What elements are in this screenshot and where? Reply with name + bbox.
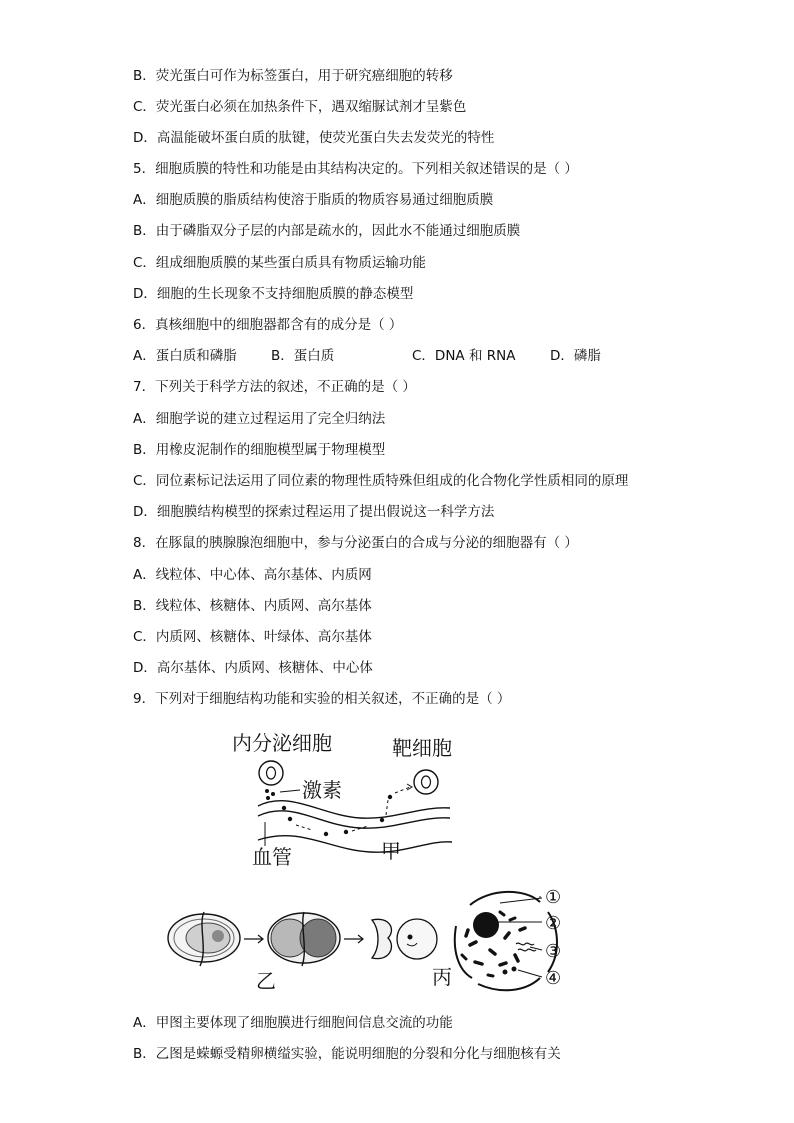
q5-stem: 5．细胞质膜的特性和功能是由其结构决定的。下列相关叙述错误的是（ ） xyxy=(133,161,578,177)
figure-bing xyxy=(432,887,561,990)
target-cell-icon xyxy=(414,770,438,794)
q4-option-b: B．荧光蛋白可作为标签蛋白，用于研究癌细胞的转移 xyxy=(133,68,453,84)
q9-option-b: B．乙图是蝾螈受精卵横缢实验，能说明细胞的分裂和分化与细胞核有关 xyxy=(133,1046,561,1062)
target-cell-label: 靶细胞 xyxy=(392,736,452,760)
blood-vessel-label: 血管 xyxy=(252,845,292,869)
q9-option-a: A．甲图主要体现了细胞膜进行细胞间信息交流的功能 xyxy=(133,1015,453,1031)
figure-label-yi: 乙 xyxy=(256,969,276,993)
q8-stem: 8．在豚鼠的胰腺腺泡细胞中，参与分泌蛋白的合成与分泌的细胞器有（ ） xyxy=(133,535,578,551)
fertilized-egg-icon xyxy=(168,912,240,966)
q8-option-b: B．线粒体、核糖体、内质网、高尔基体 xyxy=(133,598,372,614)
q6-option-c: C．DNA 和 RNA xyxy=(412,348,516,364)
q8-option-a: A．线粒体、中心体、高尔基体、内质网 xyxy=(133,567,372,583)
q7-option-b: B．用橡皮泥制作的细胞模型属于物理模型 xyxy=(133,442,386,458)
q4-option-d: D．高温能破坏蛋白质的肽键，使荧光蛋白失去发荧光的特性 xyxy=(133,130,495,146)
divided-halves-icon xyxy=(372,919,437,959)
q6-option-a: A．蛋白质和磷脂 xyxy=(133,348,237,364)
q9-stem: 9．下列对于细胞结构功能和实验的相关叙述，不正确的是（ ） xyxy=(133,691,511,707)
nucleus-icon xyxy=(455,892,557,990)
part-4-label: ④ xyxy=(545,968,562,989)
q7-option-d: D．细胞膜结构模型的探索过程运用了提出假说这一科学方法 xyxy=(133,504,495,520)
q5-option-c: C．组成细胞质膜的某些蛋白质具有物质运输功能 xyxy=(133,255,426,271)
q4-option-c: C．荧光蛋白必须在加热条件下，遇双缩脲试剂才呈紫色 xyxy=(133,99,467,115)
q5-option-d: D．细胞的生长现象不支持细胞质膜的静态模型 xyxy=(133,286,414,302)
q8-option-c: C．内质网、核糖体、叶绿体、高尔基体 xyxy=(133,629,372,645)
q6-stem: 6．真核细胞中的细胞器都含有的成分是（ ） xyxy=(133,317,403,333)
q7-option-c: C．同位素标记法运用了同位素的物理性质特殊但组成的化合物化学性质相同的原理 xyxy=(133,473,629,489)
q6-option-b: B．蛋白质 xyxy=(271,348,335,364)
ligated-egg-icon xyxy=(268,912,340,966)
q5-option-b: B．由于磷脂双分子层的内部是疏水的，因此水不能通过细胞质膜 xyxy=(133,223,521,239)
q5-option-a: A．细胞质膜的脂质结构使溶于脂质的物质容易通过细胞质膜 xyxy=(133,192,494,208)
hormone-label: 激素 xyxy=(302,778,342,802)
endocrine-cell-icon xyxy=(259,761,283,785)
q7-stem: 7．下列关于科学方法的叙述，不正确的是（ ） xyxy=(133,379,416,395)
part-3-label: ③ xyxy=(545,941,562,962)
figure-jia xyxy=(232,731,452,869)
endocrine-cell-label: 内分泌细胞 xyxy=(232,731,332,755)
q7-option-a: A．细胞学说的建立过程运用了完全归纳法 xyxy=(133,411,386,427)
figure-label-jia: 甲 xyxy=(381,839,401,863)
q6-option-d: D．磷脂 xyxy=(550,348,601,364)
figure-label-bing: 丙 xyxy=(432,965,452,989)
part-1-label: ① xyxy=(545,887,562,908)
part-2-label: ② xyxy=(545,913,562,934)
q8-option-d: D．高尔基体、内质网、核糖体、中心体 xyxy=(133,660,373,676)
figure-yi xyxy=(168,912,437,993)
